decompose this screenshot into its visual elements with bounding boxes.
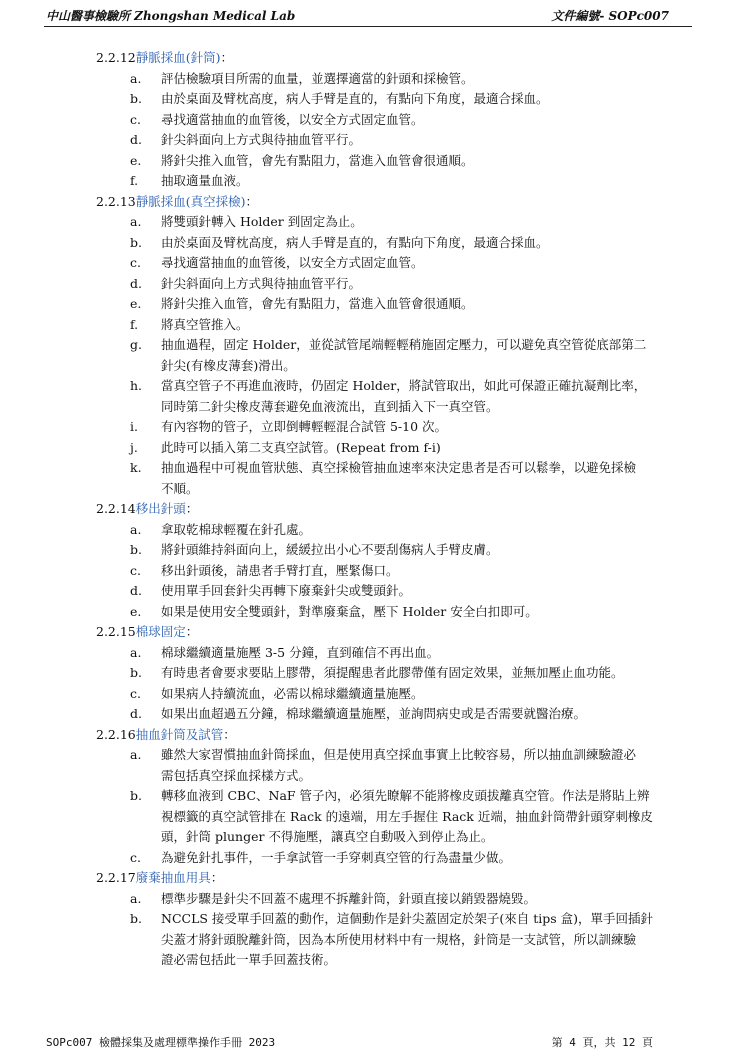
list-item-marker: c. xyxy=(130,849,141,865)
list-item-marker: j. xyxy=(130,439,138,455)
list-item-text xyxy=(161,581,691,602)
list-item-text xyxy=(161,540,691,561)
list-item-marker: e. xyxy=(130,603,142,619)
section-colon: ： xyxy=(210,870,224,885)
list-item xyxy=(0,110,735,131)
list-item-text xyxy=(161,745,691,786)
section-colon: ： xyxy=(220,50,234,65)
header-rule xyxy=(44,26,692,27)
list-item-line: 雖然大家習慣抽血針筒採血，但是使用真空採血事實上比較容易，所以抽血訓練驗證必 xyxy=(161,747,637,762)
list-item xyxy=(0,786,735,848)
list-item xyxy=(0,602,735,623)
list-item-marker: a. xyxy=(130,890,142,906)
section-colon: ： xyxy=(245,193,259,209)
list-item-line: 有時患者會要求要貼上膠帶，須提醒患者此膠帶僅有固定效果，並無加壓止血功能。 xyxy=(161,665,624,680)
list-item-line: 抽取適量血液。 xyxy=(161,173,249,188)
list-item-line: 尋找適當抽血的血管後，以安全方式固定血管。 xyxy=(161,111,424,127)
list-item-marker: k. xyxy=(130,460,142,475)
list-item-marker: a. xyxy=(130,521,142,537)
list-item-line: 證必需包括此一單手回蓋技術。 xyxy=(161,952,337,967)
list-item-text xyxy=(161,233,691,254)
list-item-marker: b. xyxy=(130,91,142,106)
list-item-line: 如果是使用安全雙頭針，對準廢棄盒，壓下 Holder 安全白扣即可。 xyxy=(161,603,538,619)
list-item-marker: f. xyxy=(130,316,139,332)
section-title: 靜脈採血(真空採檢) xyxy=(135,193,246,209)
list-item xyxy=(0,438,735,459)
list-item xyxy=(0,848,735,869)
list-item-marker: c. xyxy=(130,562,141,578)
list-item-line: 此時可以插入第二支真空試管。(Repeat from f-i) xyxy=(161,439,441,455)
list-item-line: 尖蓋才將針頭脫離針筒，因為本所使用材料中有一規格，針筒是一支試管，所以訓練驗 xyxy=(161,931,637,947)
list-item-text xyxy=(161,704,691,725)
section-colon: ： xyxy=(223,726,236,742)
section-heading xyxy=(96,48,735,69)
list-item-line: 拿取乾棉球輕覆在針孔處。 xyxy=(161,521,312,537)
section-heading xyxy=(96,499,735,520)
list-item xyxy=(0,376,735,417)
section-colon: ： xyxy=(185,501,199,516)
section-heading xyxy=(96,192,735,213)
list-item-marker: c. xyxy=(130,255,141,270)
list-item-line: 由於桌面及臂枕高度，病人手臂是直的，有點向下角度，最適合採血。 xyxy=(161,91,549,106)
list-item-marker: d. xyxy=(130,583,142,598)
list-item-marker: b. xyxy=(130,665,142,680)
list-item-line: 需包括真空採血採樣方式。 xyxy=(161,767,312,783)
section-number: 2.2.16 xyxy=(96,726,136,742)
list-item xyxy=(0,458,735,499)
list-item-marker: a. xyxy=(130,70,142,86)
list-item xyxy=(0,151,735,172)
list-item-text xyxy=(161,889,691,910)
section-number: 2.2.15 xyxy=(96,624,136,639)
list-item xyxy=(0,233,735,254)
list-item-marker: e. xyxy=(130,296,142,311)
list-item-marker: d. xyxy=(130,132,142,147)
list-item-marker: d. xyxy=(130,706,142,721)
footer-manual-title: SOPc007 檢體採集及處理標準操作手冊 2023 xyxy=(46,1036,276,1049)
list-item-line: 轉移血液到 CBC、NaF 管子內，必須先瞭解不能將橡皮頭拔離真空管。作法是將貼上辨 xyxy=(161,788,650,803)
list-item-line: 移出針頭後，請患者手臂打直，壓緊傷口。 xyxy=(161,562,399,578)
list-item-line: 針尖(有橡皮薄套)滑出。 xyxy=(161,357,296,373)
section-heading xyxy=(96,868,735,889)
list-item xyxy=(0,684,735,705)
list-item-line: 將針尖推入血管，會先有點阻力，當進入血管會很通順。 xyxy=(161,152,474,168)
list-item-line: 同時第二針尖橡皮薄套避免血液流出，直到插入下一真空管。 xyxy=(161,398,499,414)
list-item-marker: a. xyxy=(130,214,142,229)
list-item-line: 當真空管子不再進血液時，仍固定 Holder，將試管取出，如此可保證正確抗凝劑比率， xyxy=(161,378,647,393)
list-item-text xyxy=(161,253,691,274)
list-item-marker: e. xyxy=(130,152,142,168)
list-item-text xyxy=(161,458,691,499)
list-item-text xyxy=(161,89,691,110)
list-item-line: 標準步驟是針尖不回蓋不處理不拆離針筒，針頭直接以銷毀器燒毀。 xyxy=(161,890,537,906)
list-item-marker: i. xyxy=(130,419,138,434)
list-item-text xyxy=(161,212,691,233)
list-item-text xyxy=(161,848,691,869)
list-item-marker: c. xyxy=(130,111,141,127)
list-item xyxy=(0,335,735,376)
list-item-text xyxy=(161,417,691,438)
document-body xyxy=(0,48,735,971)
list-item-text xyxy=(161,110,691,131)
section-title: 棉球固定 xyxy=(135,624,186,639)
section-title: 靜脈採血(針筒) xyxy=(135,50,221,65)
section-title: 廢棄抽血用具 xyxy=(135,870,211,885)
list-item-line: NCCLS 接受單手回蓋的動作，這個動作是針尖蓋固定於架子(來自 tips 盒)，單手回插針 xyxy=(161,911,654,926)
list-item xyxy=(0,69,735,90)
section-heading xyxy=(96,725,735,746)
header-lab-name: 中山醫事檢驗所 Zhongshan Medical Lab xyxy=(46,9,296,23)
list-item xyxy=(0,745,735,786)
list-item-line: 由於桌面及臂枕高度，病人手臂是直的，有點向下角度，最適合採血。 xyxy=(161,234,549,250)
section-number: 2.2.14 xyxy=(96,501,136,516)
list-item-line: 評估檢驗項目所需的血量，並選擇適當的針頭和採檢管。 xyxy=(161,70,474,86)
section-number: 2.2.12 xyxy=(96,50,136,65)
list-item-marker: b. xyxy=(130,234,142,250)
list-item xyxy=(0,909,735,971)
list-item-line: 如果病人持續流血，必需以棉球繼續適量施壓。 xyxy=(161,685,424,701)
list-item-line: 將針頭維持斜面向上，緩緩拉出小心不要刮傷病人手臂皮膚。 xyxy=(161,542,499,557)
list-item-line: 針尖斜面向上方式與待抽血管平行。 xyxy=(161,275,362,291)
list-item-text xyxy=(161,909,691,971)
list-item-line: 抽血過程，固定 Holder，並從試管尾端輕輕稍施固定壓力，可以避免真空管從底部第二 xyxy=(161,337,647,352)
list-item-text xyxy=(161,561,691,582)
list-item xyxy=(0,274,735,295)
list-item-line: 視標籤的真空試管排在 Rack 的遠端，用左手握住 Rack 近端，抽血針筒帶針頭穿刺橡皮 xyxy=(161,808,653,824)
list-item-text xyxy=(161,294,691,315)
list-item-line: 有內容物的管子，立即倒轉輕輕混合試管 5-10 次。 xyxy=(161,419,448,434)
list-item-marker: d. xyxy=(130,275,142,291)
list-item-text xyxy=(161,69,691,90)
list-item xyxy=(0,663,735,684)
footer-page-number: 第 4 頁，共 12 頁 xyxy=(551,1036,653,1049)
section-colon: ： xyxy=(185,624,199,639)
list-item-text xyxy=(161,438,691,459)
list-item xyxy=(0,540,735,561)
list-item xyxy=(0,294,735,315)
list-item-line: 抽血過程中可視血管狀態、真空採檢管抽血速率來決定患者是否可以鬆拳，以避免採檢 xyxy=(161,460,637,475)
list-item xyxy=(0,212,735,233)
list-item-text xyxy=(161,376,691,417)
list-item xyxy=(0,704,735,725)
list-item xyxy=(0,253,735,274)
list-item-text xyxy=(161,684,691,705)
list-item-text xyxy=(161,643,691,664)
list-item-line: 為避免針扎事件，一手拿試管一手穿刺真空管的行為盡量少做。 xyxy=(161,849,512,865)
list-item-marker: a. xyxy=(130,644,142,660)
list-item-marker: f. xyxy=(130,173,139,188)
list-item-line: 將針尖推入血管，會先有點阻力，當進入血管會很通順。 xyxy=(161,296,474,311)
list-item-marker: b. xyxy=(130,542,142,557)
list-item xyxy=(0,417,735,438)
list-item-text xyxy=(161,335,691,376)
list-item-text xyxy=(161,274,691,295)
list-item-marker: b. xyxy=(130,911,142,926)
list-item-marker: a. xyxy=(130,747,142,762)
list-item-line: 不順。 xyxy=(161,480,199,496)
list-item-marker: b. xyxy=(130,788,142,803)
list-item-text xyxy=(161,663,691,684)
section-heading xyxy=(96,622,735,643)
list-item-text xyxy=(161,602,691,623)
list-item-marker: g. xyxy=(130,337,142,352)
header-document-number: 文件編號- SOPc007 xyxy=(551,9,669,23)
list-item-text xyxy=(161,520,691,541)
section-title: 抽血針筒及試管 xyxy=(135,726,224,742)
list-item-line: 將雙頭針轉入 Holder 到固定為止。 xyxy=(161,214,363,229)
list-item xyxy=(0,315,735,336)
list-item-marker: c. xyxy=(130,685,141,701)
list-item xyxy=(0,581,735,602)
list-item xyxy=(0,130,735,151)
list-item-line: 針尖斜面向上方式與待抽血管平行。 xyxy=(161,132,362,147)
list-item xyxy=(0,89,735,110)
list-item xyxy=(0,643,735,664)
section-title: 移出針頭 xyxy=(135,501,186,516)
list-item-text xyxy=(161,130,691,151)
list-item-line: 棉球繼續適量施壓 3-5 分鐘，直到確信不再出血。 xyxy=(161,644,440,660)
list-item-marker: h. xyxy=(130,378,143,393)
list-item-line: 使用單手回套針尖再轉下廢棄針尖或雙頭針。 xyxy=(161,583,412,598)
section-number: 2.2.17 xyxy=(96,870,136,885)
list-item-line: 尋找適當抽血的血管後，以安全方式固定血管。 xyxy=(161,255,424,270)
list-item xyxy=(0,561,735,582)
list-item-line: 如果出血超過五分鐘，棉球繼續適量施壓，並詢問病史或是否需要就醫治療。 xyxy=(161,706,587,721)
list-item xyxy=(0,171,735,192)
list-item-line: 頭，針筒 plunger 不得施壓，讓真空自動吸入到停止為止。 xyxy=(161,829,494,844)
list-item-text xyxy=(161,315,691,336)
list-item-text xyxy=(161,786,691,848)
list-item xyxy=(0,520,735,541)
list-item-text xyxy=(161,171,691,192)
section-number: 2.2.13 xyxy=(96,193,136,209)
list-item xyxy=(0,889,735,910)
list-item-line: 將真空管推入。 xyxy=(161,316,249,332)
list-item-text xyxy=(161,151,691,172)
